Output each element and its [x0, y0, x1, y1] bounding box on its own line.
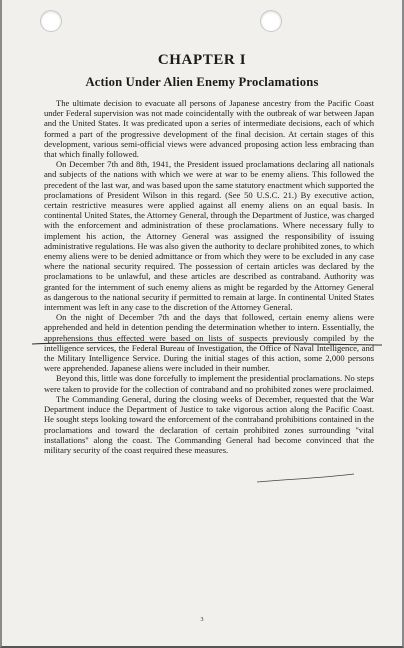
chapter-heading: CHAPTER I — [157, 52, 247, 68]
paragraph-2: On December 7th and 8th, 1941, the President issued proclamations declaring all nationals and subjects of the nations with which we were at war to be enemy aliens. This followed the precedent of the last war, and was based upon the same statutory enactment which supported the proclamations of President Wilson in this regard. (See 50 U.S.C. 21.) By executive action, certain restrictive measures were applied against all enemy aliens on an equal basis. In continental United States, the Attorney General, through the Department of Justice, was charged with the enforcement and administration of these proclamations. Where necessary fully to implement his action, the Attorney General was assigned the responsibility of issuing administrative regulations. He was also given the authority to declare prohibited zones, to which enemy aliens were to be denied admittance or from which they were to be excluded in any case where the national security required. The possession of certain articles was declared by the proclamations to be unlawful, and these articles are described as contraband. Authority was granted for the internment of such enemy aliens as might be regarded by the Attorney General as dangerous to the national security if permitted to remain at large. In continental United States internment was left in any case to the discretion of the Attorney General. — [44, 159, 374, 313]
paragraph-4: Beyond this, little was done forcefully to implement the presidential proclamations. No steps were taken to provide for the collection of contraband and no prohibited zones were proclaimed. — [44, 373, 374, 394]
chapter-title: Action Under Alien Enemy Proclamations — [85, 75, 319, 89]
paragraph-5: The Commanding General, during the closing weeks of December, requested that the War Department induce the Department of Justice to take vigorous action along the Pacific Coast. He sought steps looking toward the enforcement of the contraband prohibitions contained in the proclamations and toward the declaration of certain prohibited zones surrounding "vital installations" along the coast. The Commanding General had become convinced that the military security of the coast required these measures. — [44, 393, 374, 455]
body-text — [44, 98, 374, 455]
punch-hole-right — [260, 10, 282, 32]
paragraph-3: On the night of December 7th and the days that followed, certain enemy aliens were apprehended and held in detention pending the determination whether to intern. Essentially, the apprehensions thus effected were based on lists of suspects previously compiled by the intelligence services, the Federal Bureau of Investigation, the Office of Naval Intelligence, and the Military Intelligence Service. During the initial stages of this action, some 2,000 persons were apprehended. Japanese aliens were included in their number. — [44, 312, 374, 374]
page-number: 3 — [200, 617, 204, 623]
paragraph-1: The ultimate decision to evacuate all persons of Japanese ancestry from the Pacific Coast under Federal supervision was not made coincidentally with the outbreak of war between Japan and the United States. It was predicated upon a series of intermediate decisions, each of which formed a part of the progressive development of the final decision. At certain stages of this development, various semi-official views were advanced proposing action less embracing than that which finally followed. — [44, 98, 374, 160]
diagonal-scratch-line — [257, 474, 354, 482]
punch-hole-left — [40, 10, 62, 32]
